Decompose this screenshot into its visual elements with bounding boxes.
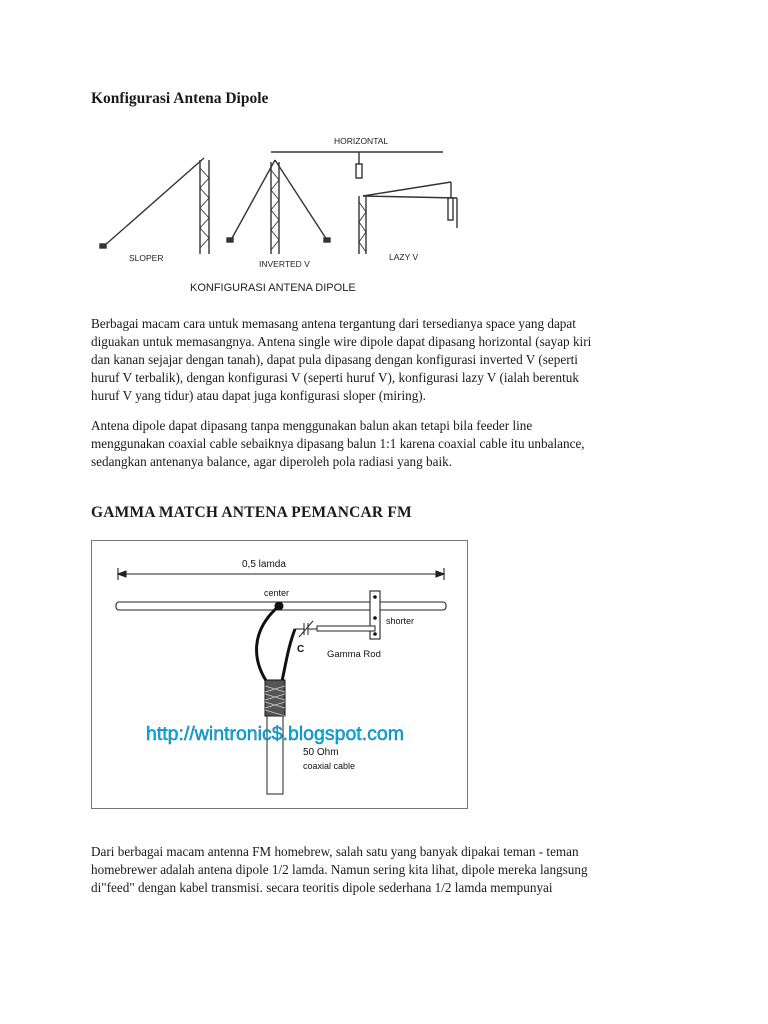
paragraph-line: homebrewer adalah antena dipole 1/2 lamda. Namun sering kita lihat, dipole mereka langsung bbox=[91, 862, 588, 877]
paragraph-line: sedangkan antenanya balance, agar diperoleh pola radiasi yang baik. bbox=[91, 454, 453, 469]
ohm-label: 50 Ohm bbox=[303, 747, 339, 758]
sloper-label: SLOPER bbox=[129, 253, 164, 263]
paragraph-line: Berbagai macam cara untuk memasang antena tergantung dari tersedianya space yang dapat bbox=[91, 316, 576, 331]
paragraph-line: huruf V terbalik), dengan konfigurasi V (seperti huruf V), konfigurasi lazy V (ialah berentuk bbox=[91, 370, 579, 385]
gamma-rod bbox=[317, 626, 375, 631]
length-label: 0,5 lamda bbox=[242, 559, 286, 570]
paragraph-line: di"feed" dengan kabel transmisi. secara teoritis dipole sederhana 1/2 lamda mempunyai bbox=[91, 880, 553, 895]
center-label: center bbox=[264, 588, 290, 598]
inverted-v-label: INVERTED V bbox=[259, 259, 310, 269]
paragraph-konfigurasi bbox=[91, 315, 681, 405]
heading-gamma-match: GAMMA MATCH ANTENA PEMANCAR FM bbox=[91, 504, 412, 521]
watermark-url: http://wintronic$.blogspot.com bbox=[146, 723, 404, 745]
lazy-v-wire-lower bbox=[363, 196, 457, 198]
paragraph-line: huruf V yang tidur) atau dapat juga konfigurasi sloper (miring). bbox=[91, 388, 426, 403]
horizontal-label: HORIZONTAL bbox=[334, 136, 389, 146]
shorter-label: shorter bbox=[386, 616, 415, 626]
paragraph-balun bbox=[91, 417, 681, 471]
lazy-v-wire-upper bbox=[363, 182, 451, 196]
inverted-v-right-leg bbox=[275, 160, 327, 240]
lazy-v-label: LAZY V bbox=[389, 252, 419, 262]
gamma-rod-label: Gamma Rod bbox=[327, 649, 381, 660]
paragraph-line: Dari berbagai macam antenna FM homebrew, salah satu yang banyak dipakai teman - teman bbox=[91, 844, 579, 859]
paragraph-line: Antena dipole dapat dipasang tanpa menggunakan balun akan tetapi bila feeder line bbox=[91, 418, 533, 433]
heading-konfigurasi: Konfigurasi Antena Dipole bbox=[91, 90, 269, 107]
sloper-insulator bbox=[100, 244, 106, 248]
coaxial-cable-label: coaxial cable bbox=[303, 761, 356, 771]
paragraph-line: menggunakan coaxial cable sebaiknya dipasang balun 1:1 karena coaxial cable itu unbalance, bbox=[91, 436, 585, 451]
capacitor-label: C bbox=[297, 644, 305, 655]
dipole-configuration-figure bbox=[91, 128, 491, 300]
figure1-caption: KONFIGURASI ANTENA DIPOLE bbox=[190, 282, 356, 294]
sloper-wire bbox=[104, 158, 204, 246]
paragraph-line: diguakan untuk memasangnya. Antena single wire dipole dapat dipasang horizontal (sayap kiri bbox=[91, 334, 592, 349]
paragraph-fm-homebrew bbox=[91, 843, 681, 897]
inverted-v-left-leg bbox=[231, 160, 275, 240]
paragraph-line: dan kanan sejajar dengan tanah), dapat pula dipasang dengan konfigurasi inverted V (seperti bbox=[91, 352, 578, 367]
gamma-match-figure bbox=[91, 540, 468, 809]
